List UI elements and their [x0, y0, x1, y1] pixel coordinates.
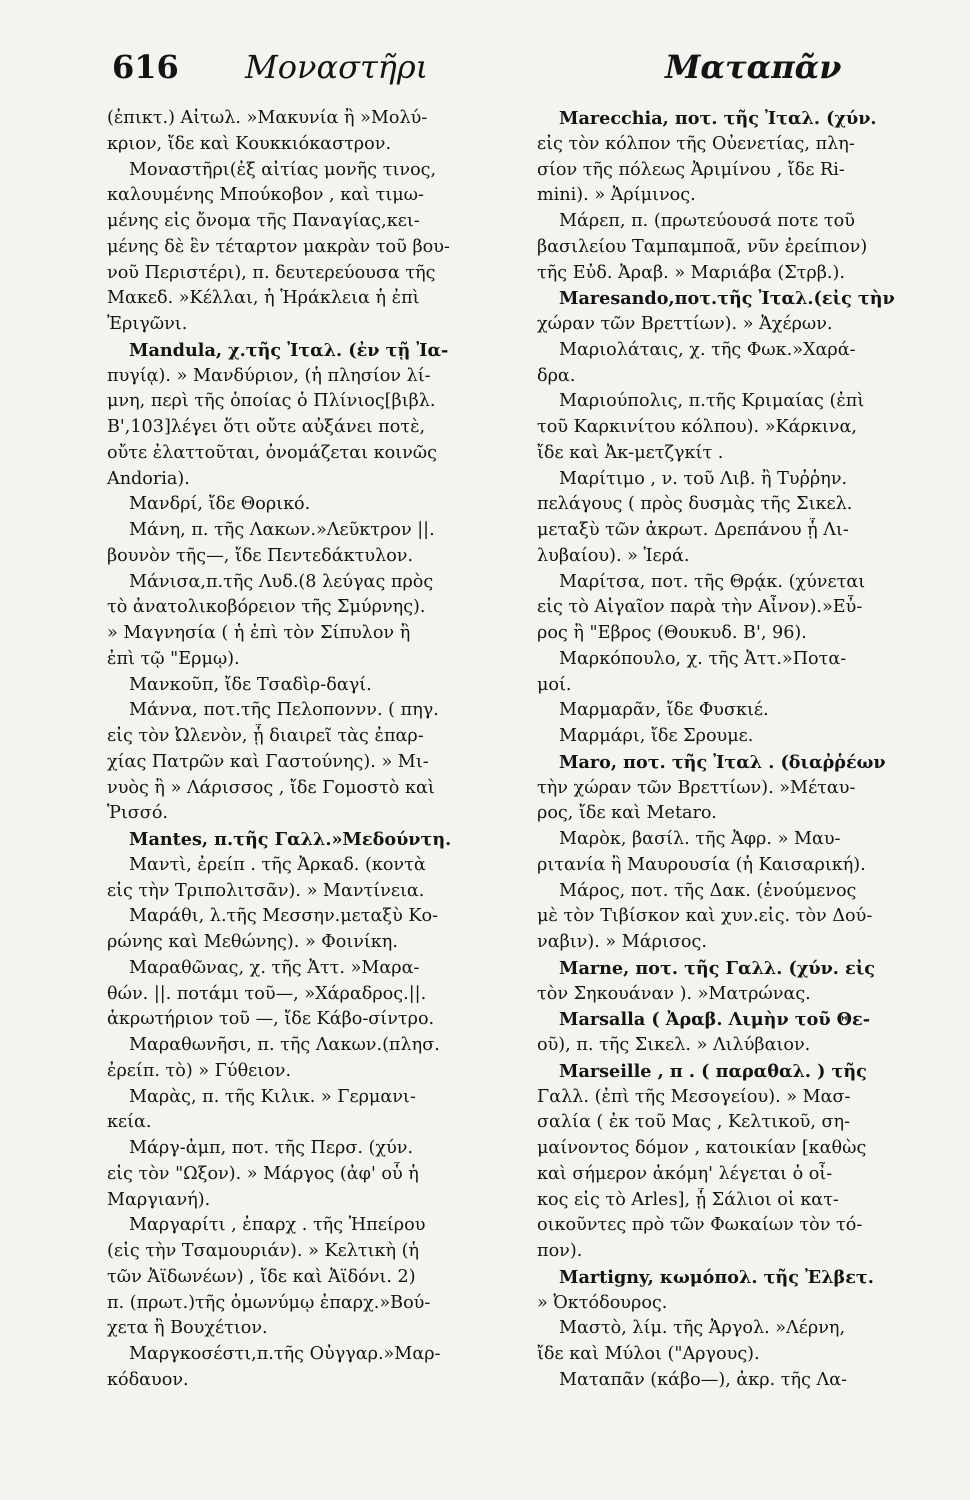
text-line: Μαρὸκ, βασίλ. τῆς Ἀφρ. » Μαυ- — [559, 829, 841, 849]
text-line: κόδαυον. — [107, 1369, 189, 1390]
text-line: δρα. — [537, 365, 576, 386]
text-line: Μαριολάταις, χ. τῆς Φωκ.»Χαρά- — [559, 339, 856, 360]
text-line: ἴδε καὶ Ἀκ-μετζγκίτ . — [537, 442, 724, 463]
text-line: Μαστὸ, λίμ. τῆς Ἀργολ. »Λέρνη, — [559, 1318, 846, 1339]
text-line: λυβαίου). » Ἱερά. — [537, 545, 690, 566]
text-line: βουνὸν τῆς—, ἴδε Πεντεδάκτυλον. — [107, 545, 414, 566]
text-line: τοῦ Καρκινίτου κόλπου). »Κάρκινα, — [537, 417, 857, 437]
text-line: Μαρμαρᾶν, ἴδε Φυσκιέ. — [559, 700, 769, 721]
text-line: τὴν χώραν τῶν Βρεττίων). »Μέταυ- — [537, 777, 856, 798]
text-line: ριτανία ἢ Μαυρουσία (ἡ Καισαρική). — [537, 854, 866, 875]
text-line: νυὸς ἢ » Λάρισσος , ἴδε Γομοστὸ καὶ — [107, 777, 435, 798]
text-line: οικοῦντες πρὸ τῶν Φωκαίων τὸν τό- — [537, 1215, 863, 1236]
text-line: εἰς τὴν Τριπολιτσᾶν). » Μαντίνεια. — [107, 880, 425, 901]
text-line: Μαρίτιμο , ν. τοῦ Λιβ. ἢ Τυῤῥην. — [559, 468, 848, 489]
text-line: τὸ ἀνατολικοβόρειον τῆς Σμύρνης). — [107, 597, 426, 618]
text-line: Μανκοῦπ, ἴδε Τσαδὶρ-δαγί. — [129, 674, 372, 695]
text-line: Μαρίτσα, ποτ. τῆς Θρᾴκ. (χύνεται — [559, 571, 866, 592]
text-line: Μακεδ. »Κέλλαι, ἡ Ἡράκλεια ἡ ἐπὶ — [107, 288, 420, 309]
text-line: ἀκρωτήριον τοῦ —, ἴδε Κάβο-σίντρο. — [107, 1009, 435, 1030]
text-line: καλουμένης Μπούκοβον , καὶ τιμω- — [107, 185, 424, 206]
text-line: μνη, περὶ τῆς ὁποίας ὁ Πλίνιος[βιβλ. — [107, 391, 436, 412]
text-line: Μάνισα,π.τῆς Λυδ.(8 λεύγας πρὸς — [129, 571, 434, 592]
text-line: ἐρείπ. τὸ) » Γύθειον. — [107, 1060, 292, 1081]
text-line: Μαργκοσέστι,π.τῆς Οὐγγαρ.»Μαρ- — [129, 1344, 441, 1364]
text-line: Μάρεπ, π. (πρωτεύουσά ποτε τοῦ — [559, 211, 855, 231]
text-line: Μάννα, ποτ.τῆς Πελοποννν. ( πηγ. — [129, 700, 439, 721]
text-line: εἰς τὸν "Ωξον). » Μάργος (ἀφ' οὗ ἡ — [107, 1163, 419, 1184]
text-line: Ῥισσό. — [107, 803, 169, 824]
running-head-left: Μοναστῆρι — [245, 48, 429, 86]
text-line: εἰς τὸν Ὠλενὸν, ᾗ διαιρεῖ τὰς ἐπαρ- — [107, 726, 424, 746]
text-line: ρώνης καὶ Μεθώνης). » Φοινίκη. — [107, 932, 398, 952]
text-line: οὔτε ἐλαττοῦται, ὀνομάζεται κοινῶς — [107, 442, 437, 463]
text-line: π. (πρωτ.)τῆς ὁμωνύμῳ ἐπαρχ.»Βού- — [107, 1292, 431, 1313]
text-line: Μαριούπολις, π.τῆς Κριμαίας (ἐπὶ — [559, 391, 865, 412]
text-line: σαλία ( ἐκ τοῦ Μας , Κελτικοῦ, ση- — [537, 1112, 851, 1133]
text-line: Maresando,ποτ.τῆς Ἰταλ.(εἰς τὴν — [559, 288, 895, 310]
text-line: τὸν Σηκουάναν ). »Ματρώνας. — [537, 983, 811, 1004]
text-line: Γαλλ. (ἐπὶ τῆς Μεσογείου). » Μασ- — [537, 1086, 851, 1107]
text-line: χώραν τῶν Βρεττίων). » Ἀχέρων. — [537, 314, 833, 334]
text-line: μὲ τὸν Τιβίσκον καὶ χυν.εἰς. τὸν Δού- — [537, 906, 873, 927]
text-line: οῦ), π. τῆς Σικελ. » Λιλύβαιον. — [537, 1035, 811, 1055]
text-line: Μάρος, ποτ. τῆς Δακ. (ἑνούμενος — [559, 880, 857, 901]
text-line: (ἐπικτ.) Αἰτωλ. »Μακυνία ἢ »Μολύ- — [107, 108, 428, 128]
text-line: (εἰς τὴν Τσαμουριάν). » Κελτικὴ (ἡ — [107, 1241, 420, 1261]
text-line: Μαργαρίτι , ἐπαρχ . τῆς Ἠπείρου — [129, 1215, 426, 1236]
text-line: Ματαπᾶν (κάβο—), ἀκρ. τῆς Λα- — [559, 1369, 848, 1390]
page-number: 616 — [112, 48, 179, 86]
text-line: » Μαγνησία ( ἡ ἐπὶ τὸν Σίπυλον ἢ — [107, 623, 411, 643]
text-line: Marne, ποτ. τῆς Γαλλ. (χύν. εἰς — [559, 957, 875, 979]
text-line: Μανδρί, ἴδε Θορικό. — [129, 494, 311, 515]
text-line: Andoria). — [107, 468, 190, 489]
text-line: Μαρμάρι, ἴδε Σρουμε. — [559, 726, 754, 746]
text-line: βασιλείου Ταμπαμποᾶ, νῦν ἐρείπιον) — [537, 236, 868, 257]
text-line: ρος ἢ "Εβρος (Θουκυδ. Β', 96). — [537, 623, 807, 643]
text-line: ἴδε καὶ Μύλοι ("Αργους). — [537, 1344, 760, 1364]
text-line: τῶν Ἀϊδωνέων) , ἴδε καὶ Ἀϊδόνι. 2) — [107, 1266, 416, 1287]
text-line: πελάγους ( πρὸς δυσμὰς τῆς Σικελ. — [537, 494, 853, 515]
text-line: μοί. — [537, 674, 572, 695]
text-line: εἰς τὸν κόλπον τῆς Οὐενετίας, πλη- — [537, 133, 855, 154]
text-line: μεταξὺ τῶν ἀκρωτ. Δρεπάνου ᾗ Λι- — [537, 520, 849, 540]
text-line: Ἐριγῶνι. — [107, 314, 188, 334]
text-line: τῆς Εὐδ. Ἀραβ. » Μαριάβα (Στρβ.). — [537, 262, 845, 283]
text-line: Marecchia, ποτ. τῆς Ἰταλ. (χύν. — [559, 108, 877, 129]
text-line: ρος, ἴδε καὶ Metaro. — [537, 803, 717, 824]
text-line: » Ὀκτόδουρος. — [537, 1292, 668, 1313]
text-line: Μαρὰς, π. τῆς Κιλικ. » Γερμανι- — [129, 1086, 416, 1107]
text-line: Mantes, π.τῆς Γαλλ.»Μεδούντη. — [129, 829, 452, 850]
text-line: Martigny, κωμόπολ. τῆς Ἐλβετ. — [559, 1266, 874, 1288]
text-line: Mandula, χ.τῆς Ἰταλ. (ἐν τῇ Ἰα- — [129, 339, 449, 361]
text-line: Μαργιανή). — [107, 1189, 211, 1210]
text-line: σίον τῆς πόλεως Ἀριμίνου , ἴδε Ri- — [537, 159, 845, 180]
text-line: πον). — [537, 1241, 583, 1261]
text-line: Μαντὶ, ἐρείπ . τῆς Ἀρκαδ. (κοντὰ — [129, 854, 426, 875]
text-line: Maro, ποτ. τῆς Ἰταλ . (διαῤῥέων — [559, 751, 886, 773]
running-head-right: Ματαπᾶν — [665, 48, 842, 86]
text-line: πυγίᾳ). » Μανδύριον, (ἡ πλησίον λί- — [107, 365, 431, 386]
text-line: κριον, ἴδε καὶ Κουκκιόκαστρον. — [107, 133, 392, 154]
text-line: κος εἰς τὸ Arles], ᾗ Σάλιοι οἱ κατ- — [537, 1189, 839, 1210]
text-line: mini). » Ἀρίμινος. — [537, 185, 696, 206]
text-line: Β',103]λέγει ὅτι οὔτε αὐξάνει ποτὲ, — [107, 417, 426, 437]
text-line: Marseille , π . ( παραθαλ. ) τῆς — [559, 1060, 867, 1082]
text-line: ἐπὶ τῷ "Ερμῳ). — [107, 648, 240, 669]
text-line: καὶ σήμερον ἀκόμη' λέγεται ὁ οἶ- — [537, 1163, 833, 1184]
right-column — [537, 106, 935, 1394]
text-line: Μαραθῶνας, χ. τῆς Ἀττ. »Μαρα- — [129, 957, 420, 978]
text-line: Μαράθι, λ.τῆς Μεσσην.μεταξὺ Κο- — [129, 906, 439, 927]
text-line: Μάνη, π. τῆς Λακων.»Λεῦκτρον ||. — [129, 520, 435, 540]
text-line: Μαρκόπουλο, χ. τῆς Ἀττ.»Ποτα- — [559, 648, 847, 669]
text-line: εἰς τὸ Αἰγαῖον παρὰ τὴν Αἶνον).»Εὖ- — [537, 597, 863, 618]
text-line: μένης δὲ ἓν τέταρτον μακρὰν τοῦ βου- — [107, 236, 450, 257]
left-column — [107, 106, 489, 1394]
text-line: Marsalla ( Ἀραβ. Λιμὴν τοῦ Θε- — [559, 1009, 871, 1031]
text-line: μαίνοντος δόμον , κατοικίαν [καθὼς — [537, 1138, 867, 1158]
text-line: νοῦ Περιστέρι), π. δευτερεύουσα τῆς — [107, 262, 436, 283]
text-line: Μοναστῆρι(ἐξ αἰτίας μονῆς τινος, — [129, 159, 437, 180]
text-line: θών. ||. ποτάμι τοῦ—, »Χάραδρος.||. — [107, 983, 427, 1004]
text-line: Μαραθωνῆσι, π. τῆς Λακων.(πλησ. — [129, 1035, 440, 1055]
text-line: κεία. — [107, 1112, 152, 1133]
text-line: ναβιν). » Μάρισος. — [537, 932, 707, 952]
text-line: Μάργ-ἀμπ, ποτ. τῆς Περσ. (χύν. — [129, 1138, 414, 1158]
text-line: χίας Πατρῶν καὶ Γαστούνης). » Μι- — [107, 751, 429, 772]
text-line: μένης εἰς ὄνομα τῆς Παναγίας,κει- — [107, 211, 420, 231]
text-line: χετα ἢ Βουχέτιον. — [107, 1318, 268, 1339]
